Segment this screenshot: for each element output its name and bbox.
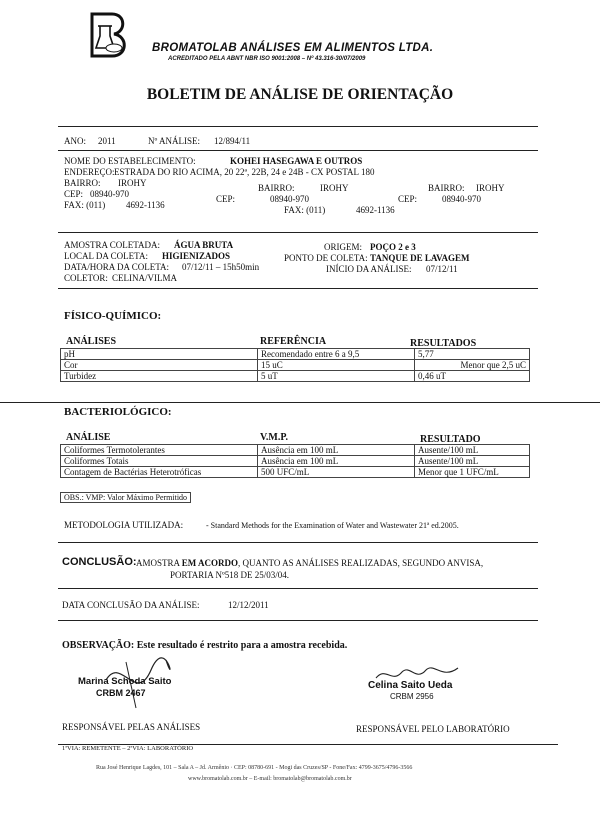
left-signature-name: Marina Schoda Saito <box>78 676 172 687</box>
cep-label: CEP: <box>216 194 236 204</box>
estabelecimento-label: NOME DO ESTABELECIMENTO: <box>64 156 196 166</box>
cep-label: CEP: <box>64 189 84 199</box>
cep-value: 08940-970 <box>442 194 481 204</box>
bairro-value: IROHY <box>476 183 505 193</box>
endereco-label: ENDEREÇO: <box>64 167 115 177</box>
local-label: LOCAL DA COLETA: <box>64 251 148 261</box>
table-cell: Ausente/100 mL <box>415 445 530 456</box>
cep-value: 08940-970 <box>270 194 309 204</box>
divider <box>58 588 538 589</box>
data-conclusao-value: 12/12/2011 <box>228 600 269 610</box>
table-cell: 0,46 uT <box>415 371 530 382</box>
right-signature-crbm: CRBM 2956 <box>390 692 434 701</box>
table-row <box>61 467 530 478</box>
divider <box>58 620 538 621</box>
table-cell: Menor que 2,5 uC <box>415 360 530 371</box>
bacterio-header-vmp: V.M.P. <box>260 432 289 443</box>
ano-label: ANO: <box>64 136 86 146</box>
footer-address: Rua José Henrique Lagdes, 101 – Sala A – Jd. Armênio · CEP: 08780-691 - Mogi das Cruzes/SP - Fone/Fax: 4799-3675/4796-3566 <box>96 765 413 771</box>
numero-analise-value: 12/894/11 <box>214 136 251 146</box>
obs-vmp-box: OBS.: VMP: Valor Máximo Permitido <box>60 492 191 503</box>
data-coleta-value: 07/12/11 – 15h50min <box>182 262 260 272</box>
left-signature-role: RESPONSÁVEL PELAS ANÁLISES <box>62 722 201 732</box>
ano-value: 2011 <box>98 136 116 146</box>
conclusao-text: AMOSTRA <box>136 558 182 568</box>
table-cell: 5 uT <box>258 371 415 382</box>
table-cell: Contagem de Bactérias Heterotróficas <box>61 467 258 478</box>
amostra-label: AMOSTRA COLETADA: <box>64 240 161 250</box>
coletor-value: CELINA/VILMA <box>112 273 177 283</box>
table-cell: Ausência em 100 mL <box>258 456 415 467</box>
bairro-label: BAIRRO: <box>258 183 295 193</box>
conclusao-label: CONCLUSÃO: <box>62 556 137 568</box>
table-cell: Cor <box>61 360 258 371</box>
divider <box>58 150 538 151</box>
cep-value: 08940-970 <box>90 189 129 199</box>
origem-label: ORIGEM: <box>324 242 362 252</box>
ponto-value: TANQUE DE LAVAGEM <box>370 253 470 263</box>
divider <box>58 288 538 289</box>
origem-value: POÇO 2 e 3 <box>370 242 416 252</box>
right-signature-role: RESPONSÁVEL PELO LABORATÓRIO <box>356 724 510 734</box>
fisico-quimico-table <box>60 348 530 382</box>
table-row <box>61 360 530 371</box>
table-cell: 15 uC <box>258 360 415 371</box>
divider <box>58 126 538 127</box>
divider <box>0 402 600 403</box>
left-signature-crbm: CRBM 2467 <box>96 688 146 698</box>
fax-value: 4692-1136 <box>126 200 165 210</box>
divider <box>58 542 538 543</box>
conclusao-text: , QUANTO AS ANÁLISES REALIZADAS, SEGUNDO ANVISA, <box>238 558 484 568</box>
company-name: BROMATOLAB ANÁLISES EM ALIMENTOS LTDA. <box>152 42 434 54</box>
bairro-label: BAIRRO: <box>64 178 101 188</box>
bairro-value: IROHY <box>320 183 349 193</box>
document-title: BOLETIM DE ANÁLISE DE ORIENTAÇÃO <box>146 86 454 103</box>
accreditation-line: ACREDITADO PELA ABNT NBR ISO 9001:2008 – Nº 43.316-30/07/2009 <box>168 56 366 62</box>
fisico-header-analise: ANÁLISES <box>66 336 117 347</box>
numero-analise-label: Nº ANÁLISE: <box>148 136 201 146</box>
inicio-value: 07/12/11 <box>426 264 458 274</box>
table-cell: 500 UFC/mL <box>258 467 415 478</box>
table-row <box>61 456 530 467</box>
bromatolab-logo <box>86 12 130 58</box>
data-coleta-label: DATA/HORA DA COLETA: <box>64 262 170 272</box>
conclusao-line-2: PORTARIA Nº518 DE 25/03/04. <box>170 570 290 580</box>
local-value: HIGIENIZADOS <box>162 251 231 261</box>
table-row <box>61 371 530 382</box>
table-cell: Coliformes Totais <box>61 456 258 467</box>
bacteriologico-table <box>60 444 530 478</box>
fisico-quimico-heading: FÍSICO-QUÍMICO: <box>64 310 162 322</box>
table-cell: pH <box>61 349 258 360</box>
conclusao-line-1 <box>136 558 483 568</box>
metodologia-label: METODOLOGIA UTILIZADA: <box>64 520 184 530</box>
table-cell: 5,77 <box>415 349 530 360</box>
bairro-value: IROHY <box>118 178 147 188</box>
bacterio-header-resultado: RESULTADO <box>420 434 481 445</box>
table-cell: Ausente/100 mL <box>415 456 530 467</box>
footer-web: www.bromatolab.com.br – E-mail: bromatolab@bromatolab.com.br <box>188 776 352 782</box>
table-row <box>61 349 530 360</box>
bairro-label: BAIRRO: <box>428 183 465 193</box>
table-cell: Coliformes Termotolerantes <box>61 445 258 456</box>
bacterio-header-analise: ANÁLISE <box>66 432 111 443</box>
bacteriologico-heading: BACTERIOLÓGICO: <box>64 406 172 418</box>
table-cell: Ausência em 100 mL <box>258 445 415 456</box>
table-cell: Recomendado entre 6 a 9,5 <box>258 349 415 360</box>
fax-label: FAX: (011) <box>284 205 326 215</box>
fax-label: FAX: (011) <box>64 200 106 210</box>
observacao-note: OBSERVAÇÃO: Este resultado é restrito para a amostra recebida. <box>62 640 348 651</box>
table-cell: Menor que 1 UFC/mL <box>415 467 530 478</box>
metodologia-value: - Standard Methods for the Examination of Water and Wastewater 21ª ed.2005. <box>206 521 459 530</box>
data-conclusao-label: DATA CONCLUSÃO DA ANÁLISE: <box>62 600 200 610</box>
cep-label: CEP: <box>398 194 418 204</box>
fax-value: 4692-1136 <box>356 205 395 215</box>
right-signature-name: Celina Saito Ueda <box>368 680 453 691</box>
amostra-value: ÁGUA BRUTA <box>174 240 234 250</box>
conclusao-status: EM ACORDO <box>181 558 239 568</box>
table-row <box>61 445 530 456</box>
inicio-label: INÍCIO DA ANÁLISE: <box>326 264 412 274</box>
ponto-label: PONTO DE COLETA: <box>284 253 368 263</box>
fisico-header-referencia: REFERÊNCIA <box>260 336 327 347</box>
endereco-value: ESTRADA DO RIO ACIMA, 20 22ª, 22B, 24 e 24B - CX POSTAL 180 <box>114 167 375 177</box>
table-cell: Turbidez <box>61 371 258 382</box>
fisico-header-resultados: RESULTADOS <box>410 338 477 349</box>
estabelecimento-value: KOHEI HASEGAWA E OUTROS <box>230 156 363 166</box>
divider <box>58 232 538 233</box>
coletor-label: COLETOR: <box>64 273 108 283</box>
footer-via: 1ªVIA: REMETENTE – 2ªVIA: LABORATÓRIO <box>62 745 194 752</box>
